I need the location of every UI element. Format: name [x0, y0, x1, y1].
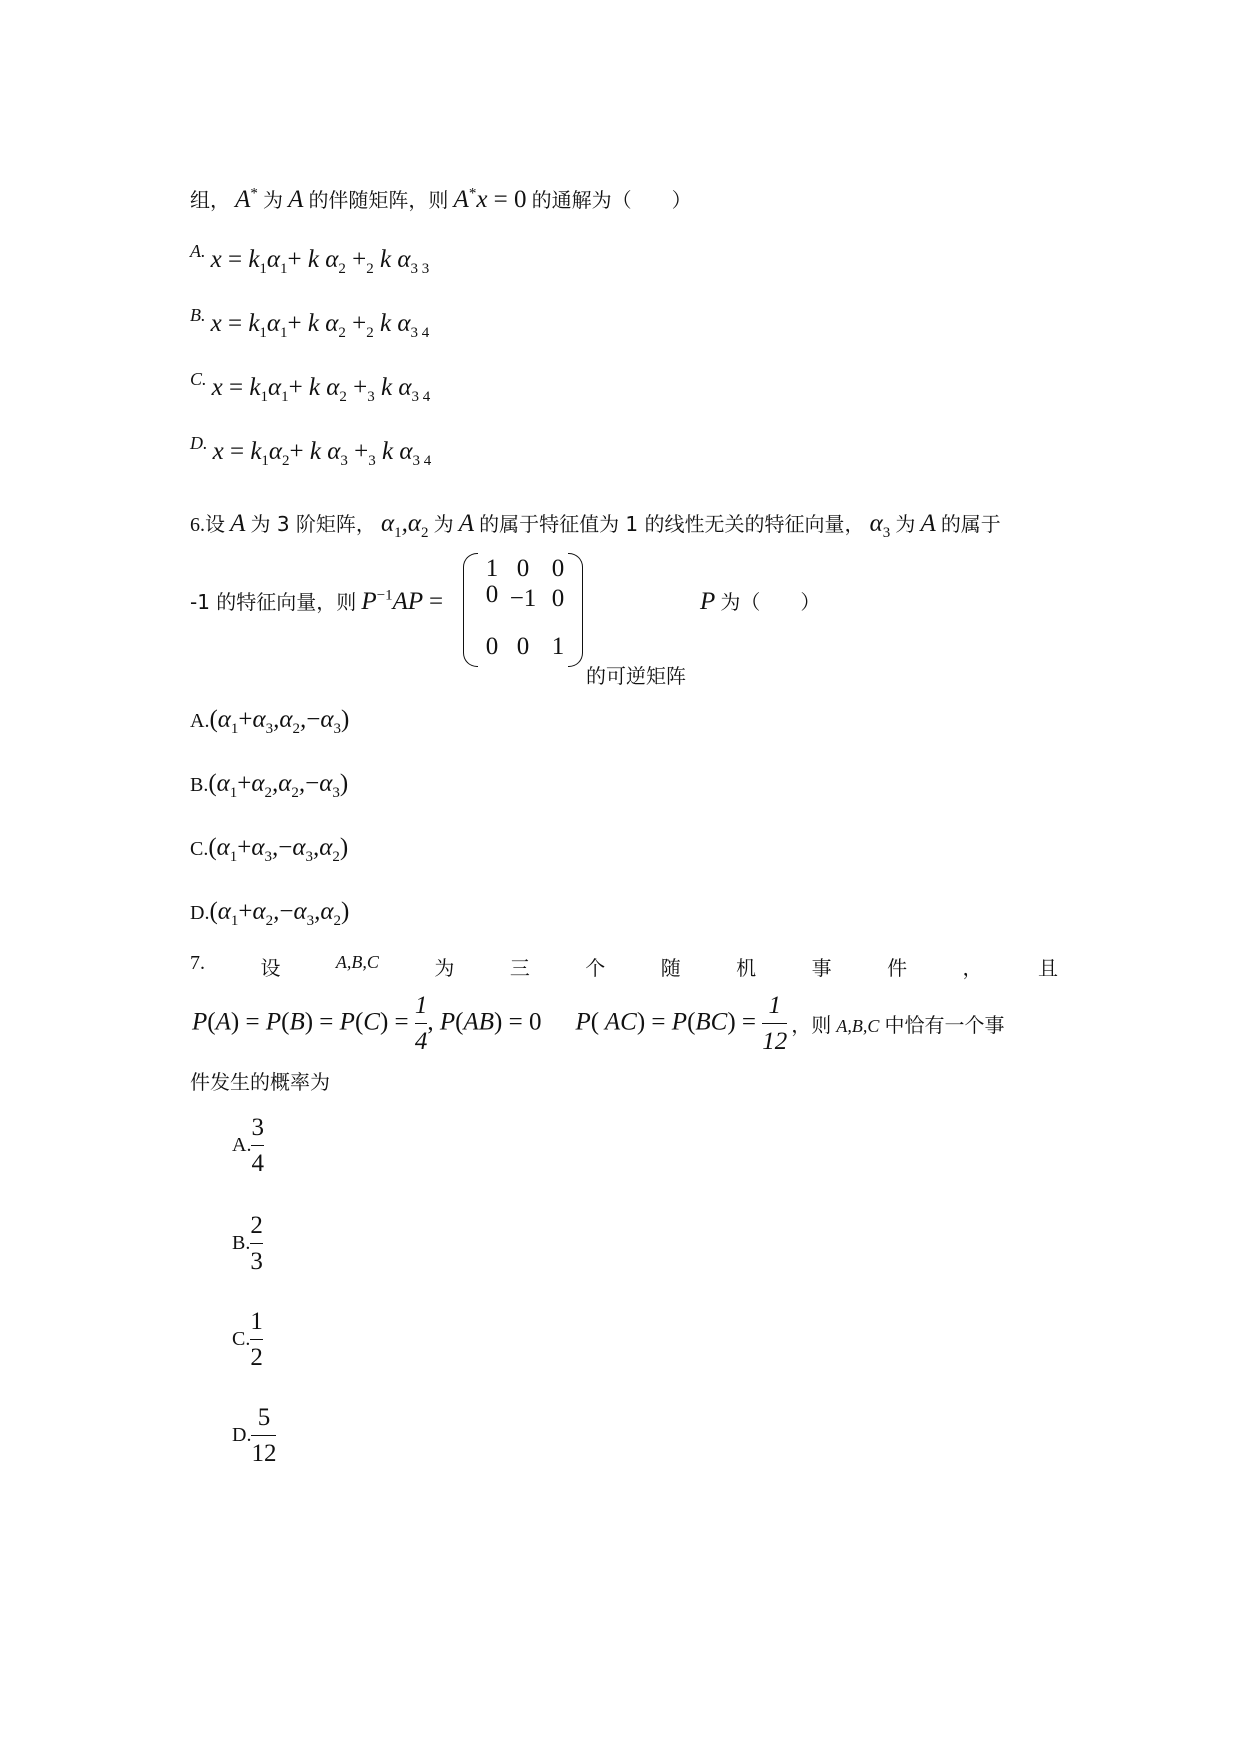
q6-option-b-expr: $(\alpha_1+\alpha_2,\alpha_2,-\alpha_3)$: [208, 770, 349, 801]
q6-t4: 的属于特征值为 1 的线性无关的特征向量，: [479, 512, 865, 536]
q6-t9: 为（ ）: [720, 590, 821, 614]
q5-option-c: [190, 369, 431, 406]
q7-option-c-fraction: $\frac{1}{2}$: [250, 1308, 263, 1372]
option-label: B.: [190, 305, 206, 325]
q7-number: 7.: [190, 952, 205, 974]
option-label: D.: [232, 1424, 252, 1447]
q7-word: ，: [962, 956, 983, 980]
q5-lead: 组，: [190, 188, 230, 212]
option-label: C.: [190, 369, 207, 389]
q6-a3: A: [920, 510, 936, 537]
q5-mid3: 的通解为（ ）: [531, 188, 692, 212]
q5-eq: A*x = 0: [453, 185, 527, 213]
q7-option-b-fraction: $\frac{2}{3}$: [250, 1212, 263, 1276]
q7-events: A,B,C: [335, 952, 379, 972]
q5-option-b: [190, 305, 430, 342]
q7-prob-ac-bc: P( AC) = P(BC) = $\frac{1}{12}$: [575, 990, 787, 1058]
matrix-cell: 0: [485, 633, 499, 660]
q6-t6: 的属于: [940, 512, 1001, 536]
q5-option-a: [190, 241, 430, 278]
q6-option-d: [190, 898, 349, 930]
q6-t7: -1 的特征向量，则: [190, 590, 357, 614]
q6-p: P: [700, 588, 716, 615]
q7-option-d: [232, 1402, 276, 1470]
q6-option-c-expr: $(\alpha_1+\alpha_3,-\alpha_3,\alpha_2)$: [208, 834, 349, 865]
matrix-cell: 0: [485, 581, 499, 608]
q6-option-c: [190, 834, 348, 866]
q6-alpha3: $\alpha_3$: [869, 510, 891, 541]
q7-word: 随: [660, 956, 681, 980]
matrix-cell: 1: [485, 555, 499, 582]
q7-fraction-quarter: $\frac{1}{4}$: [414, 992, 428, 1056]
q7-c2: 中恰有一个事: [884, 1013, 1005, 1038]
q7-c1: ，则: [791, 1013, 832, 1038]
q6-a2: A: [458, 510, 474, 537]
q5-adj-a: A*: [235, 185, 258, 213]
q7-line3: 件发生的概率为: [190, 1070, 330, 1094]
option-label: A.: [190, 241, 206, 261]
q6-number: 6.: [190, 514, 205, 536]
q6-diagonal-matrix: [463, 553, 583, 665]
q6-stem-line1: [190, 508, 1001, 542]
q7-word: 机: [736, 956, 757, 980]
q6-alpha12: $\alpha_1,\alpha_2$: [381, 510, 429, 541]
matrix-cell: 1: [551, 633, 565, 660]
q6-invertible-label: [586, 660, 686, 689]
q7-tail: [791, 1009, 1004, 1038]
q5-stem: [190, 184, 692, 214]
q6-t8: 的可逆矩阵: [586, 664, 686, 688]
q7-stem-line3: [190, 1066, 330, 1095]
q5-option-d-expr: $x = k_1\alpha_2+ k$ $\alpha_3 +_3$ k $\alpha_{3 4}$: [212, 438, 432, 469]
q7-word: 件: [887, 956, 908, 980]
q7-option-a: [232, 1112, 264, 1180]
q7-word: 设: [260, 956, 281, 980]
q5-a: A: [288, 186, 304, 213]
matrix-cell: 0: [516, 555, 530, 582]
q5-option-a-expr: $x = k_1\alpha_1+ k$ $\alpha_2 +_2$ k $\alpha_{3 3}$: [210, 246, 430, 277]
q7-option-c: [232, 1306, 263, 1374]
matrix-cell: 0: [551, 555, 565, 582]
matrix-cell: 0: [516, 633, 530, 660]
q5-mid1: 为: [262, 188, 283, 212]
matrix-cell: 0: [551, 585, 565, 612]
q6-option-a-expr: $(\alpha_1+\alpha_3,\alpha_2,-\alpha_3)$: [209, 706, 350, 737]
q7-option-a-fraction: $\frac{3}{4}$: [251, 1114, 264, 1178]
q7-stem-line2: [192, 990, 1004, 1058]
option-label: B.: [232, 1232, 251, 1255]
q5-option-d: [190, 433, 432, 470]
q7-stem-line1: [190, 952, 1058, 981]
option-label: A.: [232, 1134, 252, 1157]
q5-option-c-expr: $x = k_1\alpha_1+ k$ $\alpha_2 +_3$ k $\alpha_{3 4}$: [211, 374, 431, 405]
q6-t5: 为: [895, 512, 916, 536]
q7-prob-equal: P(A) = P(B) = P(C) = $\frac{1}{4}$ , P(AB) = 0: [192, 990, 541, 1058]
q7-word: 事: [811, 956, 832, 980]
matrix-cell: −1: [509, 585, 537, 612]
q6-option-b: [190, 770, 348, 802]
q6-t1: 设: [205, 512, 225, 536]
q6-option-a: [190, 706, 349, 738]
q7-events-2: A,B,C: [836, 1016, 880, 1037]
q7-option-b: [232, 1210, 263, 1278]
option-label: C.: [190, 838, 209, 860]
q7-word: 个: [585, 956, 606, 980]
option-label: A.: [190, 710, 210, 732]
q5-mid2: 的伴随矩阵，则: [308, 188, 449, 212]
q6-p-inv-ap: $P^{-1}AP$ =: [361, 587, 444, 615]
q7-word: 为: [434, 956, 455, 980]
q6-t2: 为 3 阶矩阵，: [250, 512, 376, 536]
option-label: D.: [190, 902, 210, 924]
option-label: B.: [190, 774, 209, 796]
q7-word: 且: [1037, 956, 1058, 980]
q6-p-blank: [700, 586, 820, 616]
q7-fraction-twelfth: $\frac{1}{12}$: [762, 992, 788, 1056]
option-label: C.: [232, 1328, 251, 1351]
q6-option-d-expr: $(\alpha_1+\alpha_2,-\alpha_3,\alpha_2)$: [209, 898, 350, 929]
q7-option-d-fraction: $\frac{5}{12}$: [251, 1404, 277, 1468]
q6-t3: 为: [433, 512, 454, 536]
q6-a: A: [230, 510, 246, 537]
q6-stem-line2: [190, 586, 443, 616]
q5-option-b-expr: $x = k_1\alpha_1+ k$ $\alpha_2 +_2$ k $\alpha_{3 4}$: [210, 310, 430, 341]
q7-word: 三: [509, 956, 530, 980]
option-label: D.: [190, 433, 208, 453]
